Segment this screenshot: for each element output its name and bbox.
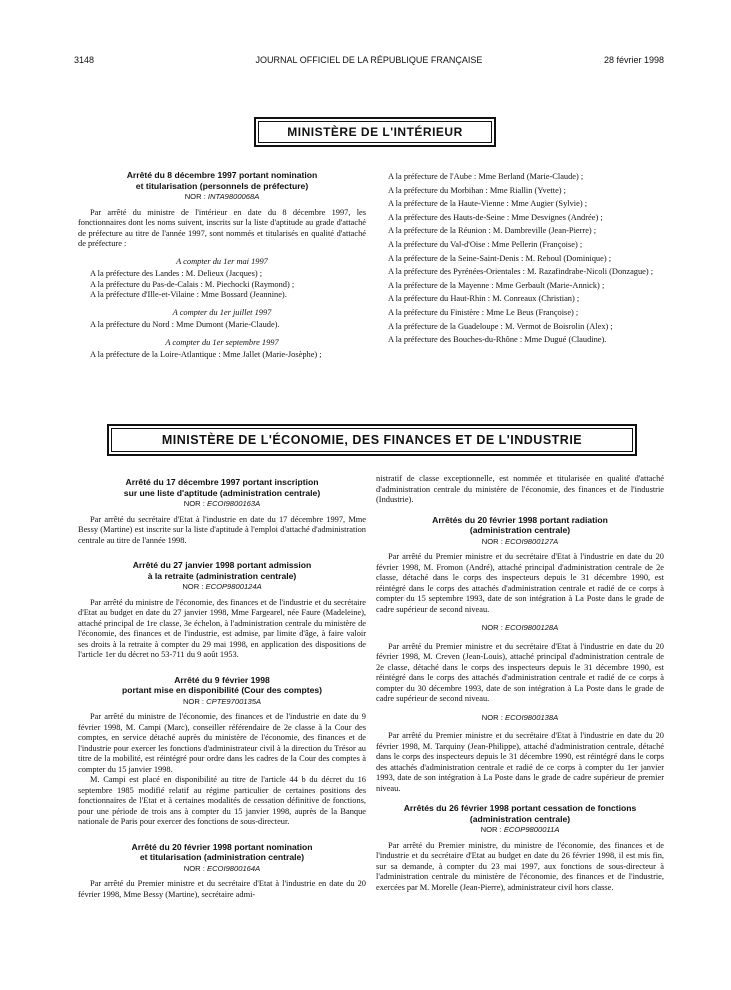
page-header: [74, 55, 664, 69]
ministry-interior-title: MINISTÈRE DE L'INTÉRIEUR: [258, 121, 492, 143]
section-date: A compter du 1er septembre 1997: [165, 337, 279, 347]
interior-right-column: [376, 170, 664, 347]
list-item: A la préfecture du Val-d'Oise : Mme Pellerin (Françoise) ;: [388, 239, 583, 249]
paragraph: Par arrêté du ministre de l'intérieur en date du 8 décembre 1997, les fonctionnaires dont les noms suivent, inscrits sur la liste d'aptitude au grade d'attaché de préfecture au titre de l'année 1997, sont nommés et titularisés en qualité d'attaché de préfecture :: [78, 207, 366, 248]
paragraph: Par arrêté du ministre de l'économie, des finances et de l'industrie et du secrétaire d'Etat au budget en date du 27 janvier 1998, Mme Fargearel, née Faure (Madeleine), attaché principal de 1re classe, 3e échelon, à l'administration centrale du ministère de l'économie, des finances et de l'industrie, est admise, par limite d'âge, à faire valoir ses droits à la retraite à compter du 29 mai 1998, en application des dispositions de l'article 1er du décret no 53-711 du 9 août 1953.: [78, 597, 366, 659]
list-item: A la préfecture des Hauts-de-Seine : Mme Desvignes (Andrée) ;: [388, 212, 603, 222]
list-item: A la préfecture d'Ille-et-Vilaine : Mme Bossard (Jeannine).: [90, 290, 287, 299]
nor-reference: NOR : ECOI9800164A: [183, 863, 261, 873]
paragraph: Par arrêté du ministre de l'économie, des finances et de l'industrie en date du 9 février 1998, M. Campi (Marc), conseiller référendaire de 2e classe à la Cour des comptes, en service détaché auprès du ministère de l'économie, des finances et de l'industrie pour exercer les fonctions d'administrateur civil à la direction du Trésor au titre de la mobilité, est réintégré pour ordre dans les cadres de la Cour des comptes à compter du 15 janvier 1998.: [78, 712, 366, 774]
nor-reference: NOR : ECOI9800127A: [481, 536, 559, 546]
article-title: Arrêté du 17 décembre 1997 portant inscription sur une liste d'aptitude (administration centrale): [123, 477, 321, 498]
section-date: A compter du 1er mai 1997: [176, 256, 268, 266]
paragraph: M. Campi est placé en disponibilité au titre de l'article 44 b du décret du 16 septembre 1985 modifié relatif au régime particulier de certaines positions des fonctionnaires de l'Etat et à certaines modalités de cessation définitive de fonctions, pour une période de trois ans à compter du 15 janvier 1998, auprès de la Banque nationale de Paris pour exercer des fonctions de sous-directeur.: [78, 775, 366, 826]
nor-reference: NOR : ECOI9800128A: [481, 623, 559, 632]
paragraph: Par arrêté du Premier ministre et du secrétaire d'Etat à l'industrie en date du 20 février 1998, Mme Bessy (Martine), secrétaire admi-: [78, 879, 366, 899]
list-item: A la préfecture des Landes : M. Delieux (Jacques) ;: [90, 269, 263, 278]
nor-reference: NOR : ECOI9800138A: [481, 712, 559, 722]
list-item: A la préfecture des Pyrénées-Orientales : M. Razafindrabe-Nicoli (Donzague) ;: [388, 267, 654, 277]
list-item: A la préfecture du Pas-de-Calais : M. Piechocki (Raymond) ;: [90, 279, 295, 289]
paragraph: Par arrêté du Premier ministre et du secrétaire d'Etat à l'industrie en date du 20 février 1998, M. Tarquiny (Jean-Philippe), attaché d'administration centrale, détaché dans le corps des inspecteurs depuis le 31 décembre 1990, est réintégré dans le corps des attachés d'administration centrale et radié de ce corps à compter du 1er janvier 1993, date de son intégration à La Poste dans le grade de cadre supérieur de premier niveau.: [376, 731, 664, 793]
ministry-interior-banner: [254, 117, 496, 147]
list-item: A la préfecture du Morbihan : Mme Riallin (Yvette) ;: [388, 185, 567, 195]
list-item: A la préfecture de l'Aube : Mme Berland (Marie-Claude) ;: [388, 172, 584, 181]
ministry-economy-banner: [107, 424, 637, 456]
paragraph: nistratif de classe exceptionnelle, est nommée et titularisée en qualité d'attaché d'administration centrale du ministère de l'économie, des finances et de l'industrie (Industrie).: [376, 474, 664, 504]
nor-reference: NOR : ECOP9800124A: [182, 582, 262, 591]
section-date: A compter du 1er juillet 1997: [172, 307, 272, 317]
list-item: A la préfecture des Bouches-du-Rhône : Mme Dugué (Claudine).: [388, 335, 607, 345]
list-item: A la préfecture du Nord : Mme Dumont (Marie-Claude).: [90, 320, 280, 329]
list-item: A la préfecture de la Guadeloupe : M. Vermot de Boisrolin (Alex) ;: [388, 321, 613, 331]
ministry-economy-title: MINISTÈRE DE L'ÉCONOMIE, DES FINANCES ET DE L'INDUSTRIE: [111, 428, 633, 452]
list-item: A la préfecture de la Haute-Vienne : Mme Augier (Sylvie) ;: [388, 199, 588, 209]
list-item: A la préfecture de la Seine-Saint-Denis : M. Reboul (Dominique) ;: [388, 253, 612, 263]
economy-left-column: [78, 477, 366, 900]
page-number: 3148: [74, 55, 95, 65]
article-title: Arrêté du 20 février 1998 portant nomination et titularisation (administration centrale): [131, 841, 313, 862]
list-item: A la préfecture de la Mayenne : Mme Gerbault (Marie-Annick) ;: [388, 280, 605, 290]
list-item: A la préfecture de la Loire-Atlantique : Mme Jallet (Marie-Josèphe) ;: [90, 350, 322, 359]
article-title: Arrêtés du 26 février 1998 portant cessation de fonctions (administration centrale): [403, 803, 637, 824]
list-item: A la préfecture du Haut-Rhin : M. Conreaux (Christian) ;: [388, 294, 580, 304]
article-title: Arrêtés du 20 février 1998 portant radiation (administration centrale): [432, 514, 608, 535]
nor-reference: NOR : CPTE9700135A: [182, 696, 262, 706]
paragraph: Par arrêté du Premier ministre et du secrétaire d'Etat à l'industrie en date du 20 février 1998, M. Fromon (André), attaché principal d'administration centrale de 2e classe, détaché dans le corps des inspecteurs depuis le 31 décembre 1990, est réintégré dans le corps des attachés d'administration centrale et radié de ce corps à compter du 15 septembre 1993, date de son intégration à La Poste dans le grade de cadre supérieur de second niveau.: [376, 552, 664, 614]
economy-right-column: [376, 474, 664, 893]
journal-title: JOURNAL OFFICIEL DE LA RÉPUBLIQUE FRANÇAISE: [255, 55, 483, 65]
article-title: Arrêté du 8 décembre 1997 portant nomination et titularisation (personnels de préfecture): [126, 170, 318, 191]
list-item: A la préfecture de la Réunion : M. Dambreville (Jean-Pierre) ;: [388, 226, 597, 236]
paragraph: Par arrêté du Premier ministre et du secrétaire d'Etat à l'industrie en date du 20 février 1998, M. Creven (Jean-Louis), attaché principal d'administration centrale de 2e classe, détaché dans le corps des inspecteurs depuis le 31 décembre 1990, est réintégré dans le corps des attachés d'administration centrale et radié de ce corps à compter du 30 décembre 1993, date de son intégration à La Poste dans le grade de cadre supérieur de second niveau.: [376, 641, 664, 703]
interior-left-column: [78, 170, 366, 361]
paragraph: Par arrêté du Premier ministre, du ministre de l'économie, des finances et de l'industrie et du secrétaire d'Etat au budget en date du 26 février 1998, il est mis fin, sur sa demande, à compter du 23 mai 1997, aux fonctions de sous-directeur à l'administration centrale du ministère de l'économie, des finances et de l'industrie, exercées par M. Morelle (Jean-Pierre), administrateur civil hors classe.: [376, 840, 664, 892]
paragraph: Par arrêté du secrétaire d'Etat à l'industrie en date du 17 décembre 1997, Mme Bessy (Martine) est inscrite sur la liste d'aptitude à l'emploi d'attaché d'administration centrale au titre de l'année 1998.: [78, 514, 366, 545]
article-title: Arrêté du 27 janvier 1998 portant admission à la retraite (administration centrale): [132, 560, 312, 581]
article-title: Arrêté du 9 février 1998 portant mise en disponibilité (Cour des comptes): [121, 674, 323, 695]
nor-reference: NOR : ECOI9800163A: [183, 499, 261, 508]
list-item: A la préfecture du Finistère : Mme Le Beus (Françoise) ;: [388, 307, 579, 317]
nor-reference: NOR : INTA9800068A: [184, 192, 260, 201]
issue-date: 28 février 1998: [603, 55, 664, 65]
nor-reference: NOR : ECOP9800011A: [480, 825, 560, 834]
